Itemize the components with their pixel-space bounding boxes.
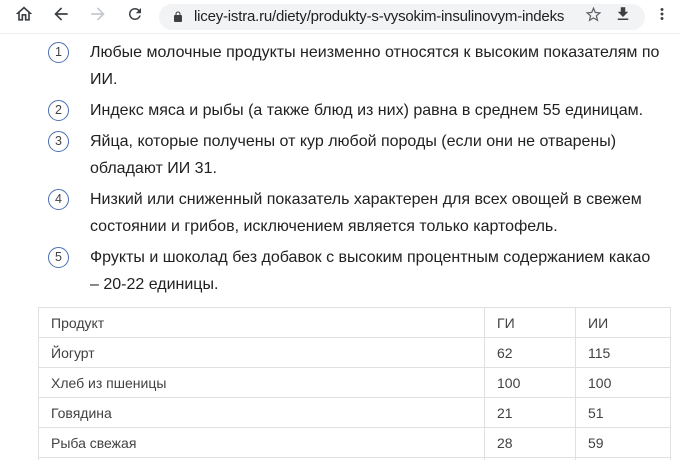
- list-number-badge: 4: [48, 189, 69, 210]
- list-item: [48, 128, 680, 182]
- list-item-text: Фрукты и шоколад без добавок с высоким процентным содержанием какао – 20-22 единицы.: [90, 249, 651, 293]
- list-item-text: Любые молочные продукты неизменно относятся к высоким показателям по ИИ.: [90, 44, 660, 88]
- cell-gi: 100: [485, 368, 576, 398]
- lock-icon: [172, 10, 184, 24]
- list-number-badge: 3: [48, 131, 69, 152]
- list-item: [48, 244, 680, 298]
- download-button[interactable]: [608, 4, 638, 30]
- table-row: [39, 368, 671, 398]
- home-icon: [14, 4, 34, 29]
- cell-product: Хлеб из пшеницы: [39, 368, 485, 398]
- list-item-text: Низкий или сниженный показатель характерен для всех овощей в свежем состоянии и грибов, исключением является только картофель.: [90, 191, 642, 235]
- browser-menu-button[interactable]: [650, 2, 674, 32]
- cell-product: Рыба свежая: [39, 428, 485, 458]
- forward-arrow-icon: [88, 4, 108, 29]
- list-item: [48, 39, 680, 93]
- table-row: [39, 398, 671, 428]
- list-item-text: Индекс мяса и рыбы (а также блюд из них) равна в среднем 55 единицам.: [90, 102, 644, 119]
- home-button[interactable]: [5, 2, 42, 32]
- cell-ii: 59: [576, 428, 671, 458]
- list-number-badge: 1: [48, 42, 69, 63]
- cell-gi: 28: [485, 428, 576, 458]
- bookmark-star-icon: [584, 5, 603, 29]
- list-item: [48, 186, 680, 240]
- page-content: [0, 34, 680, 460]
- list-number-badge: 2: [48, 100, 69, 121]
- address-bar[interactable]: [159, 4, 645, 30]
- numbered-list: [0, 39, 680, 298]
- back-arrow-icon: [51, 4, 71, 29]
- cell-gi: 62: [485, 338, 576, 368]
- cell-ii: 100: [576, 368, 671, 398]
- browser-toolbar: [0, 0, 680, 34]
- header-gi: ГИ: [485, 308, 576, 338]
- list-item-text: Яйца, которые получены от кур любой породы (если они не отварены) обладают ИИ 31.: [90, 133, 617, 177]
- bookmark-button[interactable]: [578, 4, 608, 30]
- cell-ii: 51: [576, 398, 671, 428]
- table-header-row: [39, 308, 671, 338]
- list-number-badge: 5: [48, 247, 69, 268]
- menu-dots-icon: [653, 5, 671, 28]
- header-product: Продукт: [39, 308, 485, 338]
- reload-button[interactable]: [116, 2, 153, 32]
- cell-gi: 21: [485, 398, 576, 428]
- download-icon: [614, 5, 632, 28]
- table-row: [39, 338, 671, 368]
- url-text: licey-istra.ru/diety/produkty-s-vysokim-insulinovym-indeks: [194, 8, 565, 25]
- products-index-table: [38, 307, 671, 460]
- cell-ii: 115: [576, 338, 671, 368]
- back-button[interactable]: [42, 2, 79, 32]
- list-item: [48, 97, 680, 124]
- header-ii: ИИ: [576, 308, 671, 338]
- reload-icon: [126, 5, 144, 28]
- cell-product: Йогурт: [39, 338, 485, 368]
- forward-button[interactable]: [79, 2, 116, 32]
- cell-product: Говядина: [39, 398, 485, 428]
- table-row: [39, 428, 671, 458]
